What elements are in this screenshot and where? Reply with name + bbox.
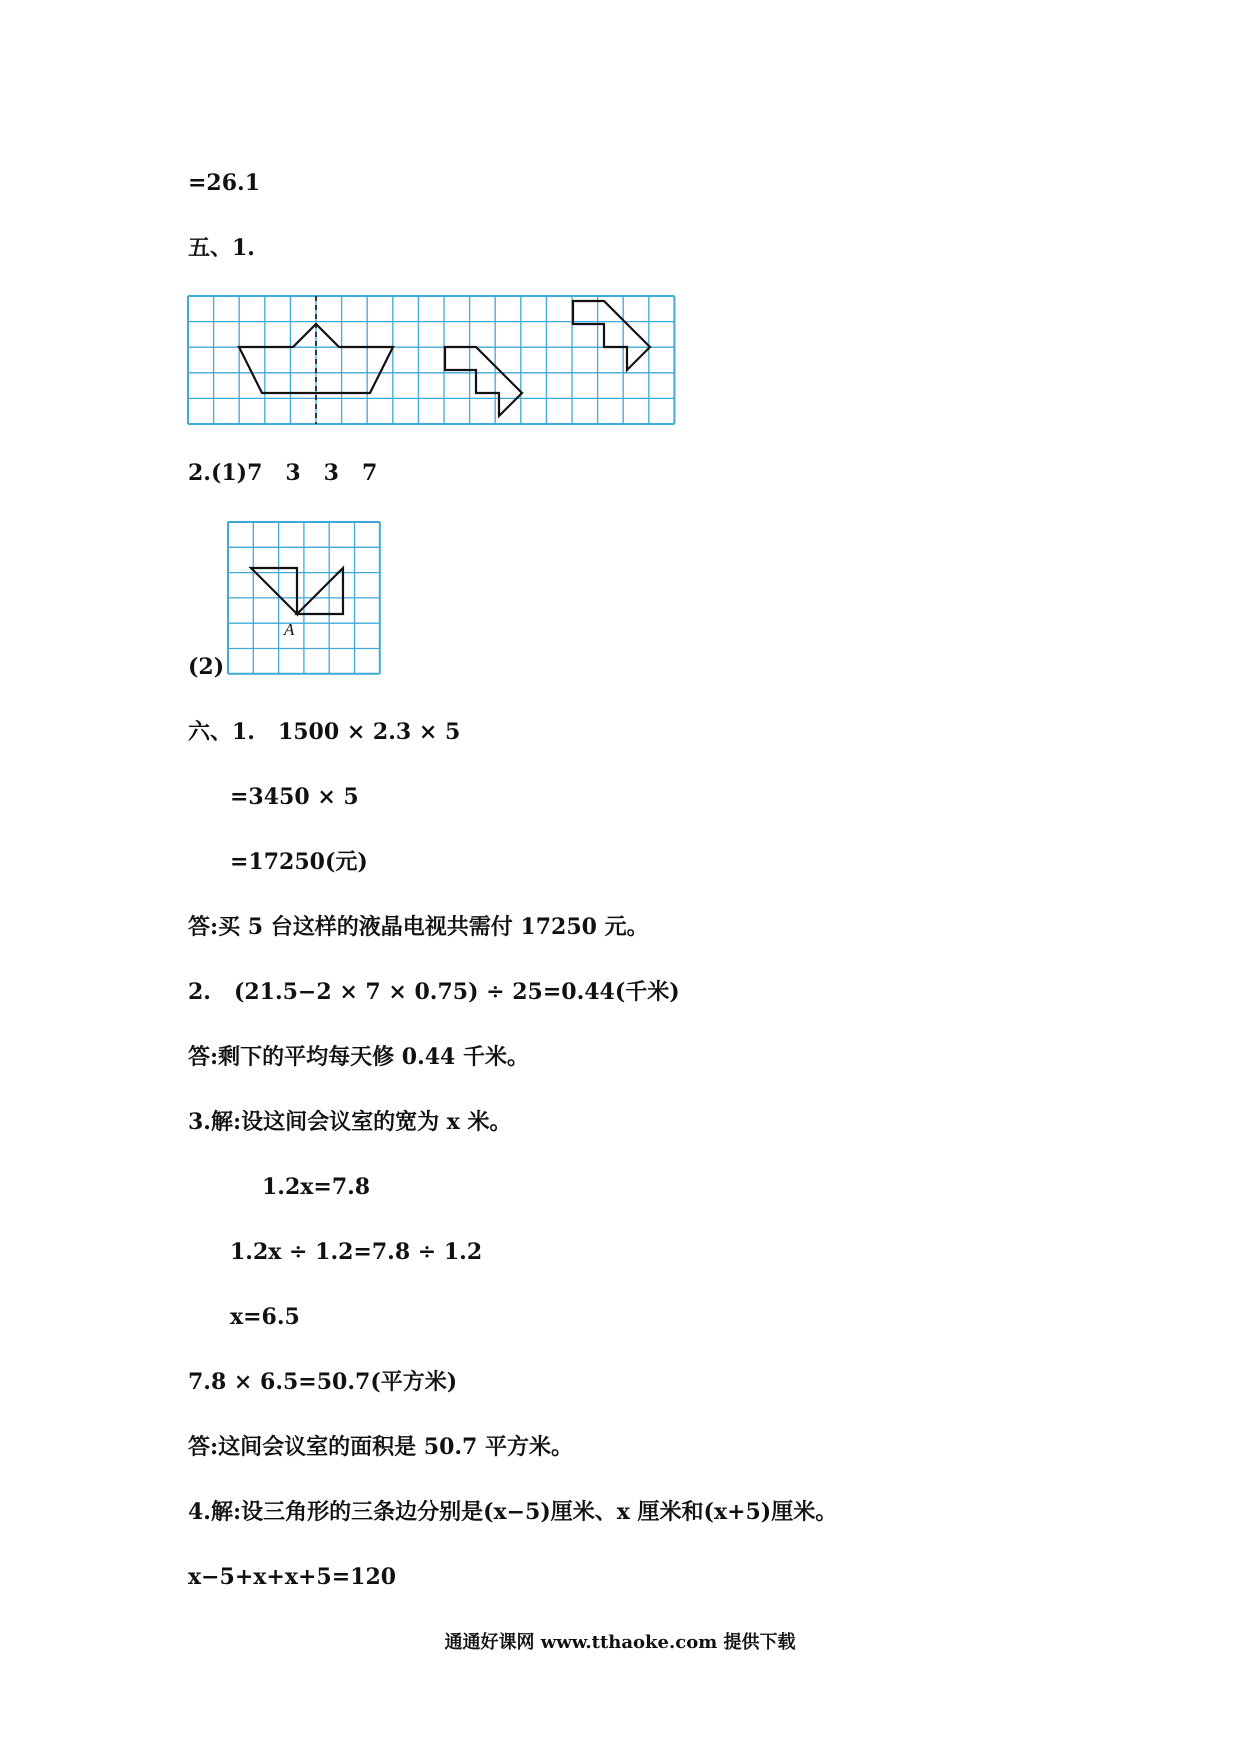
q3-solution: x=6.5	[230, 1304, 300, 1330]
page-footer: 通通好课网 www.tthaoke.com 提供下载	[444, 1632, 796, 1653]
q4-setup: 4.解:设三角形的三条边分别是(x−5)厘米、x 厘米和(x+5)厘米。	[188, 1499, 838, 1525]
point-label-a: A	[284, 620, 295, 639]
calc-step-1: =3450 × 5	[230, 784, 359, 810]
calc-step-2: =17250(元)	[230, 849, 368, 875]
answer-q2: 答:剩下的平均每天修 0.44 千米。	[188, 1044, 530, 1070]
triangle-left	[251, 568, 297, 614]
translated-shape	[445, 347, 522, 416]
answer-q1: 答:买 5 台这样的液晶电视共需付 17250 元。	[188, 914, 649, 940]
section-five-heading: 五、1.	[188, 235, 255, 261]
answer-line-1: =26.1	[188, 170, 261, 196]
q4-equation: x−5+x+x+5=120	[188, 1564, 397, 1590]
q3-step: 1.2x ÷ 1.2=7.8 ÷ 1.2	[230, 1239, 483, 1265]
grid-figure-2	[226, 520, 382, 676]
grid-lines	[228, 522, 380, 674]
grid-figure-1	[186, 294, 682, 428]
question-2-part-1: 2.(1)7 3 3 7	[188, 460, 378, 486]
rotated-shape	[573, 301, 650, 370]
q3-setup: 3.解:设这间会议室的宽为 x 米。	[188, 1109, 512, 1135]
section-six-q1: 六、1. 1500 × 2.3 × 5	[188, 719, 461, 745]
grid-lines	[188, 296, 674, 424]
answer-q3: 答:这间会议室的面积是 50.7 平方米。	[188, 1434, 574, 1460]
question-2-part-2: (2)	[188, 654, 225, 680]
q3-equation: 1.2x=7.8	[262, 1174, 371, 1200]
q3-area: 7.8 × 6.5=50.7(平方米)	[188, 1369, 458, 1395]
q2-expression: 2. (21.5−2 × 7 × 0.75) ÷ 25=0.44(千米)	[188, 979, 680, 1005]
